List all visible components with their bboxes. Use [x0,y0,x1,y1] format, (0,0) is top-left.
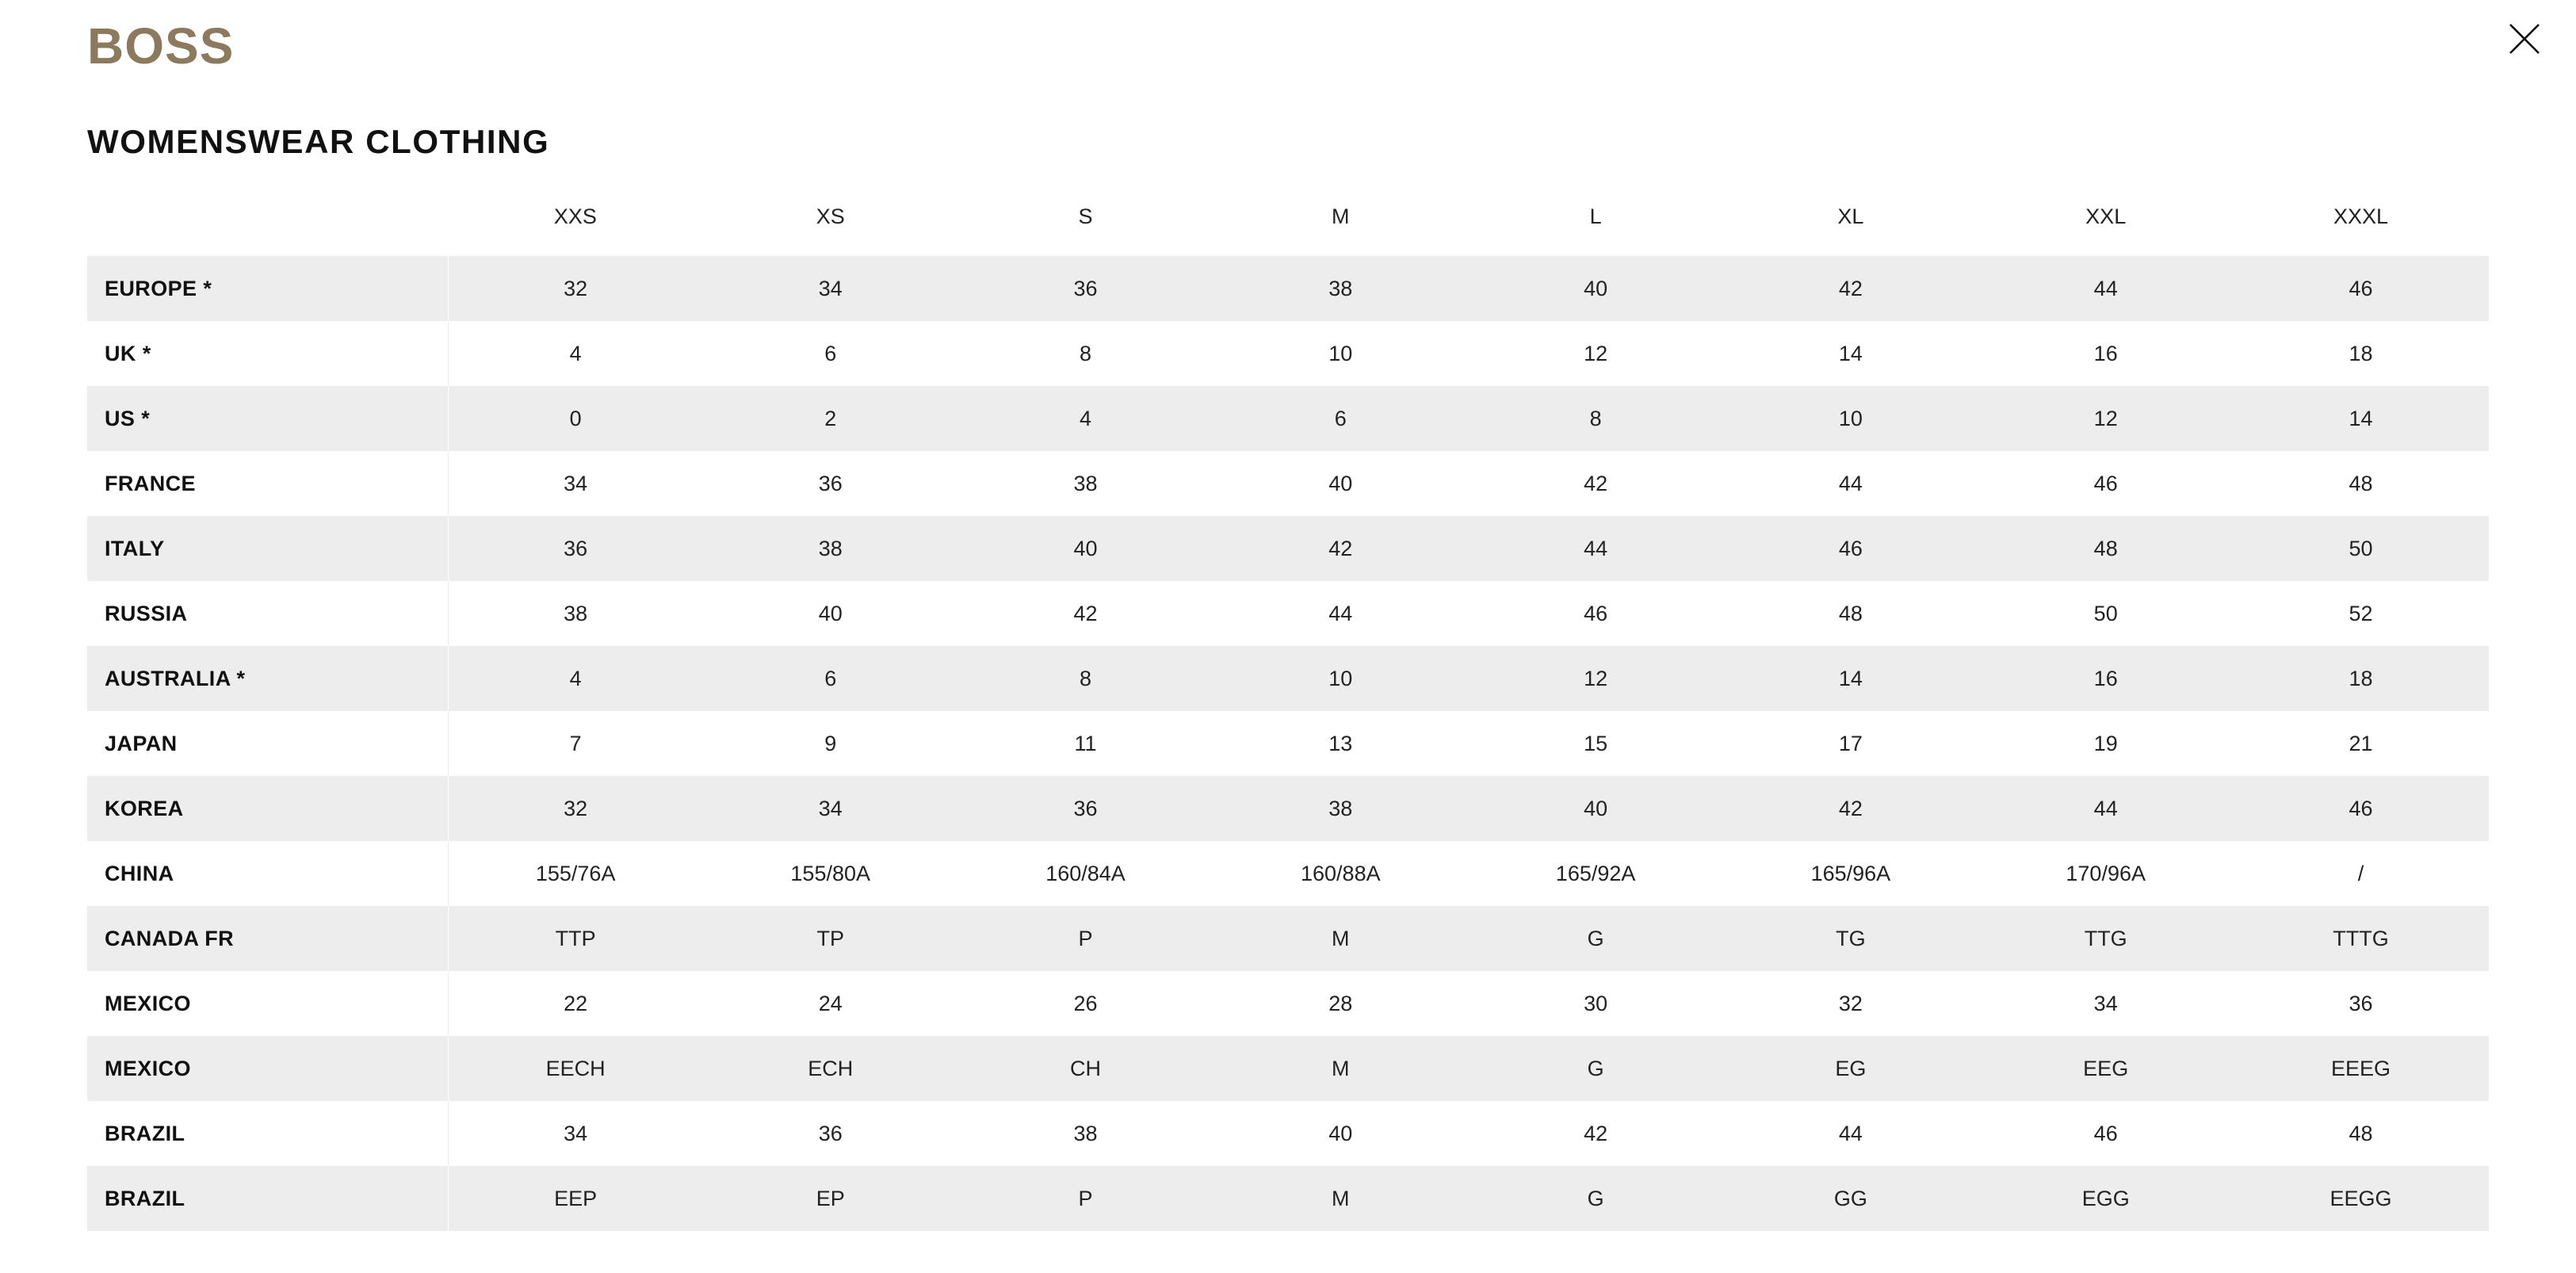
row-label: CHINA [87,841,448,906]
close-button[interactable] [2500,14,2549,63]
size-cell: TTTG [2234,906,2489,971]
close-icon [2507,21,2542,56]
size-cell: TTG [1978,906,2234,971]
size-cell: 48 [1978,516,2234,581]
size-cell: P [958,906,1213,971]
size-cell: 30 [1468,971,1723,1036]
size-cell: 10 [1723,386,1978,451]
size-cell: 28 [1213,971,1468,1036]
size-cell: 48 [2234,1101,2489,1166]
size-cell: EEEG [2234,1036,2489,1101]
size-cell: 36 [703,451,958,516]
table-row [87,776,2489,841]
size-cell: 44 [1978,256,2234,321]
size-cell: 32 [448,256,703,321]
table-row [87,256,2489,321]
size-cell: 46 [2234,256,2489,321]
size-cell: EECH [448,1036,703,1101]
size-cell: 9 [703,711,958,776]
size-cell: 42 [958,581,1213,646]
size-cell: 32 [448,776,703,841]
size-cell: 8 [1468,386,1723,451]
row-label: RUSSIA [87,581,448,646]
size-cell: TTP [448,906,703,971]
size-cell: 38 [1213,256,1468,321]
size-cell: 12 [1468,646,1723,711]
size-cell: 48 [2234,451,2489,516]
size-cell: 42 [1213,516,1468,581]
column-header-m: M [1213,205,1468,256]
row-label: MEXICO [87,1036,448,1101]
size-chart-container [87,205,2489,1231]
size-cell: 38 [958,1101,1213,1166]
size-cell: ECH [703,1036,958,1101]
row-label: ITALY [87,516,448,581]
size-cell: 34 [448,451,703,516]
row-label: CANADA FR [87,906,448,971]
size-cell: M [1213,1036,1468,1101]
size-cell: 21 [2234,711,2489,776]
table-row [87,516,2489,581]
size-cell: 38 [703,516,958,581]
size-cell: CH [958,1036,1213,1101]
size-cell: 2 [703,386,958,451]
size-cell: 6 [703,321,958,386]
table-row [87,1166,2489,1231]
size-cell: 14 [2234,386,2489,451]
column-header-l: L [1468,205,1723,256]
size-cell: 18 [2234,321,2489,386]
row-label: MEXICO [87,971,448,1036]
size-cell: 36 [448,516,703,581]
row-label: UK * [87,321,448,386]
size-cell: 36 [703,1101,958,1166]
size-cell: 42 [1468,1101,1723,1166]
table-body [87,256,2489,1231]
size-cell: 15 [1468,711,1723,776]
size-cell: M [1213,906,1468,971]
table-row [87,581,2489,646]
size-chart-table [87,205,2489,1231]
size-cell: EG [1723,1036,1978,1101]
size-cell: 14 [1723,321,1978,386]
row-label: EUROPE * [87,256,448,321]
size-cell: 38 [958,451,1213,516]
row-label: AUSTRALIA * [87,646,448,711]
size-cell: 24 [703,971,958,1036]
column-header-xxl: XXL [1978,205,2234,256]
size-cell: 40 [1213,1101,1468,1166]
size-cell: 44 [1723,1101,1978,1166]
size-cell: EEP [448,1166,703,1231]
column-header-xxs: XXS [448,205,703,256]
size-cell: 34 [448,1101,703,1166]
row-label: KOREA [87,776,448,841]
table-row [87,971,2489,1036]
column-header-xl: XL [1723,205,1978,256]
size-cell: EEGG [2234,1166,2489,1231]
size-cell: 36 [2234,971,2489,1036]
size-cell: 4 [448,646,703,711]
size-cell: 22 [448,971,703,1036]
size-cell: 160/88A [1213,841,1468,906]
size-cell: 44 [1723,451,1978,516]
page-title: WOMENSWEAR CLOTHING [87,123,550,160]
size-cell: 46 [2234,776,2489,841]
size-cell: 42 [1723,256,1978,321]
size-cell: 6 [1213,386,1468,451]
table-row [87,451,2489,516]
size-cell: 8 [958,321,1213,386]
row-label: FRANCE [87,451,448,516]
size-cell: EEG [1978,1036,2234,1101]
size-cell: TP [703,906,958,971]
size-cell: 12 [1978,386,2234,451]
size-cell: 16 [1978,321,2234,386]
size-cell: 38 [448,581,703,646]
size-cell: 13 [1213,711,1468,776]
table-head [87,205,2489,256]
size-cell: EGG [1978,1166,2234,1231]
size-cell: 40 [1213,451,1468,516]
size-cell: 12 [1468,321,1723,386]
size-cell: 4 [958,386,1213,451]
size-cell: 170/96A [1978,841,2234,906]
size-cell: 19 [1978,711,2234,776]
size-cell: 11 [958,711,1213,776]
size-cell: 26 [958,971,1213,1036]
size-cell: 48 [1723,581,1978,646]
column-header-xs: XS [703,205,958,256]
column-header-s: S [958,205,1213,256]
size-cell: 155/76A [448,841,703,906]
row-label: BRAZIL [87,1101,448,1166]
size-cell: G [1468,1166,1723,1231]
size-cell: 46 [1723,516,1978,581]
table-row [87,386,2489,451]
size-cell: 0 [448,386,703,451]
size-cell: 38 [1213,776,1468,841]
brand-logo: BOSS [87,17,235,75]
row-label: BRAZIL [87,1166,448,1231]
size-cell: / [2234,841,2489,906]
size-cell: 18 [2234,646,2489,711]
size-cell: 32 [1723,971,1978,1036]
size-cell: 14 [1723,646,1978,711]
row-label: JAPAN [87,711,448,776]
table-row [87,321,2489,386]
size-cell: EP [703,1166,958,1231]
size-cell: 44 [1213,581,1468,646]
table-row [87,1101,2489,1166]
size-cell: 42 [1723,776,1978,841]
size-cell: 52 [2234,581,2489,646]
size-cell: TG [1723,906,1978,971]
size-cell: 10 [1213,646,1468,711]
size-cell: 17 [1723,711,1978,776]
size-cell: 42 [1468,451,1723,516]
size-cell: 34 [703,776,958,841]
size-cell: G [1468,906,1723,971]
size-cell: GG [1723,1166,1978,1231]
size-cell: 46 [1978,451,2234,516]
table-row [87,1036,2489,1101]
size-cell: 160/84A [958,841,1213,906]
size-cell: 46 [1468,581,1723,646]
size-cell: P [958,1166,1213,1231]
size-cell: 7 [448,711,703,776]
size-cell: 36 [958,776,1213,841]
size-cell: G [1468,1036,1723,1101]
column-header-xxxl: XXXL [2234,205,2489,256]
table-header-row [87,205,2489,256]
table-row [87,841,2489,906]
size-cell: 34 [703,256,958,321]
size-cell: 36 [958,256,1213,321]
size-cell: 40 [958,516,1213,581]
size-cell: 40 [1468,776,1723,841]
size-cell: 44 [1468,516,1723,581]
size-cell: 46 [1978,1101,2234,1166]
table-row [87,646,2489,711]
size-cell: 40 [703,581,958,646]
table-row [87,711,2489,776]
size-cell: 10 [1213,321,1468,386]
size-cell: 8 [958,646,1213,711]
size-cell: 155/80A [703,841,958,906]
size-cell: 4 [448,321,703,386]
table-row [87,906,2489,971]
size-cell: 165/92A [1468,841,1723,906]
size-cell: 50 [1978,581,2234,646]
size-cell: 50 [2234,516,2489,581]
table-corner-cell [87,205,448,256]
size-cell: M [1213,1166,1468,1231]
size-cell: 165/96A [1723,841,1978,906]
size-cell: 44 [1978,776,2234,841]
size-cell: 16 [1978,646,2234,711]
size-cell: 34 [1978,971,2234,1036]
size-cell: 6 [703,646,958,711]
size-cell: 40 [1468,256,1723,321]
row-label: US * [87,386,448,451]
